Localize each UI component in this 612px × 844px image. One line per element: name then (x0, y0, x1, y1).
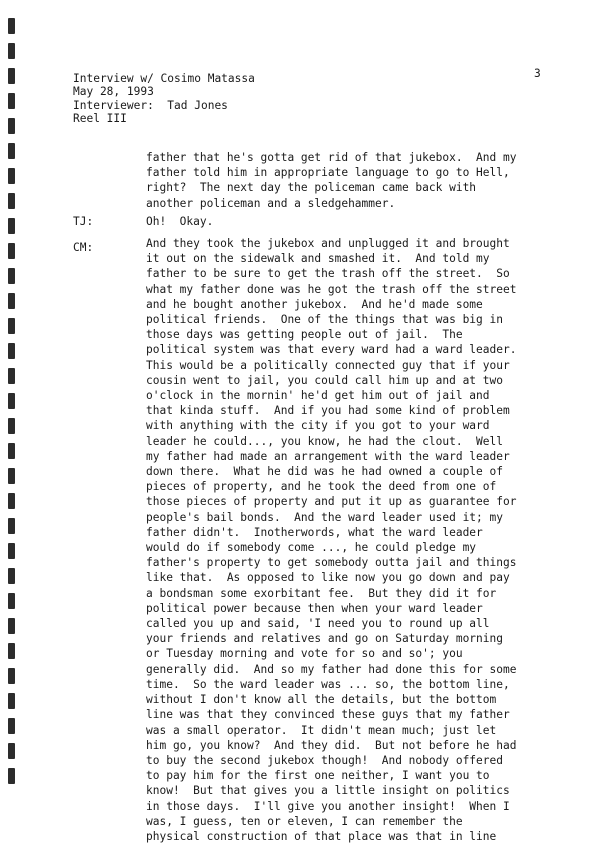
text-line: to buy the second jukebox though! And nobody offered (146, 753, 503, 767)
text-line: right? The next day the policeman came back with (146, 181, 477, 195)
text-line: with anything with the city if you got to your ward (146, 419, 490, 433)
text-line: it out on the sidewalk and smashed it. And told my (146, 252, 490, 266)
text-line: Oh! Okay. (146, 215, 214, 228)
binding-hole (8, 218, 15, 234)
text-line: political friends. One of the things that was big in (146, 313, 503, 327)
text-line: people's bail bonds. And the ward leader used it; my (146, 510, 503, 524)
binding-hole (8, 768, 15, 784)
binding-hole (8, 143, 15, 159)
binding-hole (8, 643, 15, 659)
binding-hole (8, 418, 15, 434)
text-line: or Tuesday morning and vote for so and so'; you (146, 647, 463, 661)
header-reel: Reel III (73, 112, 127, 126)
binding-hole (8, 718, 15, 734)
text-line: father didn't. Inotherwords, what the ward leader (146, 525, 483, 539)
text-line: o'clock in the mornin' he'd get him out of jail and (146, 389, 490, 403)
text-line: generally did. And so my father had done this for some (146, 662, 517, 676)
text-line: what my father done was he got the trash off the street (146, 282, 517, 296)
text-line: political system was that every ward had a ward leader. (146, 343, 517, 357)
text-line: know! But that gives you a little insight on politics (146, 784, 510, 798)
text-line: father's property to get somebody outta jail and things (146, 556, 517, 570)
text-line: would do if somebody come ..., he could pledge my (146, 541, 477, 555)
binding-hole (8, 343, 15, 359)
text-line: in those days. I'll give you another insight! When I (146, 799, 510, 813)
header-interviewer: Interviewer: Tad Jones (73, 98, 228, 112)
binding-hole (8, 493, 15, 509)
binding-hole (8, 393, 15, 409)
header-title: Interview w/ Cosimo Matassa (73, 72, 255, 85)
text-line: and he bought another jukebox. And he'd made some (146, 297, 483, 311)
speaker-label-tj: TJ: (73, 215, 94, 228)
binding-hole (8, 368, 15, 384)
text-line: leader he could..., you know, he had the clout. Well (146, 434, 503, 448)
text-line: called you up and said, 'I need you to round up all (146, 617, 490, 631)
document-header (73, 72, 255, 126)
transcript-turn-tj (146, 214, 213, 229)
text-line: And they took the jukebox and unplugged it and brought (146, 237, 510, 250)
binding-hole (8, 543, 15, 559)
binding-hole (8, 68, 15, 84)
header-date: May 28, 1993 (73, 85, 154, 99)
text-line: father told him in appropriate language to go to Hell, (146, 166, 510, 180)
binding-hole (8, 18, 15, 34)
binding-hole (8, 593, 15, 609)
text-line: him go, you know? And they did. But not before he had (146, 738, 517, 752)
text-line: a bondsman some exorbitant fee. But they did it for (146, 586, 497, 600)
page-number: 3 (534, 67, 541, 80)
binding-hole (8, 568, 15, 584)
text-line: pieces of property, and he took the deed from one of (146, 480, 497, 494)
binding-hole (8, 168, 15, 184)
binding-hole (8, 693, 15, 709)
text-line: your friends and relatives and go on Saturday morning (146, 632, 503, 646)
binding-hole (8, 318, 15, 334)
text-line: that kinda stuff. And if you had some kind of problem (146, 404, 510, 418)
text-line: father to be sure to get the trash off the street. So (146, 267, 510, 281)
text-line: another policeman and a sledgehammer. (146, 196, 396, 210)
binding-hole (8, 743, 15, 759)
text-line: like that. As opposed to like now you go down and pay (146, 571, 510, 585)
text-line: my father had made an arrangement with the ward leader (146, 449, 510, 463)
text-line: to pay him for the first one neither, I want you to (146, 769, 490, 783)
speaker-label-cm: CM: (73, 241, 94, 254)
text-line: was, I guess, ten or eleven, I can remember the (146, 814, 463, 828)
text-line: time. So the ward leader was ... so, the bottom line, (146, 677, 510, 691)
binding-hole (8, 268, 15, 284)
text-line: without I don't know all the details, but the bottom (146, 693, 497, 707)
binding-hole (8, 243, 15, 259)
binding-hole (8, 193, 15, 209)
text-line: line was that they convinced these guys that my father (146, 708, 510, 722)
text-line: This would be a politically connected guy that if your (146, 358, 510, 372)
text-line: those days was getting people out of jail. The (146, 328, 463, 342)
text-line: physical construction of that place was that in line (146, 829, 497, 843)
text-line: those pieces of property and put it up as guarantee for (146, 495, 517, 509)
text-line: political power because then when your ward leader (146, 601, 483, 615)
binding-hole (8, 93, 15, 109)
binding-hole (8, 518, 15, 534)
binding-hole (8, 443, 15, 459)
binding-hole (8, 293, 15, 309)
binding-hole (8, 43, 15, 59)
binding-holes (8, 0, 22, 792)
binding-hole (8, 618, 15, 634)
binding-hole (8, 668, 15, 684)
text-line: was a small operator. It didn't mean much; just let (146, 723, 497, 737)
binding-hole (8, 468, 15, 484)
text-line: down there. What he did was he had owned a couple of (146, 465, 503, 479)
continued-paragraph (146, 150, 586, 211)
text-line: father that he's gotta get rid of that jukebox. And my (146, 151, 517, 164)
binding-hole (8, 118, 15, 134)
transcript-turn-cm (146, 236, 516, 844)
text-line: cousin went to jail, you could call him up and at two (146, 373, 503, 387)
